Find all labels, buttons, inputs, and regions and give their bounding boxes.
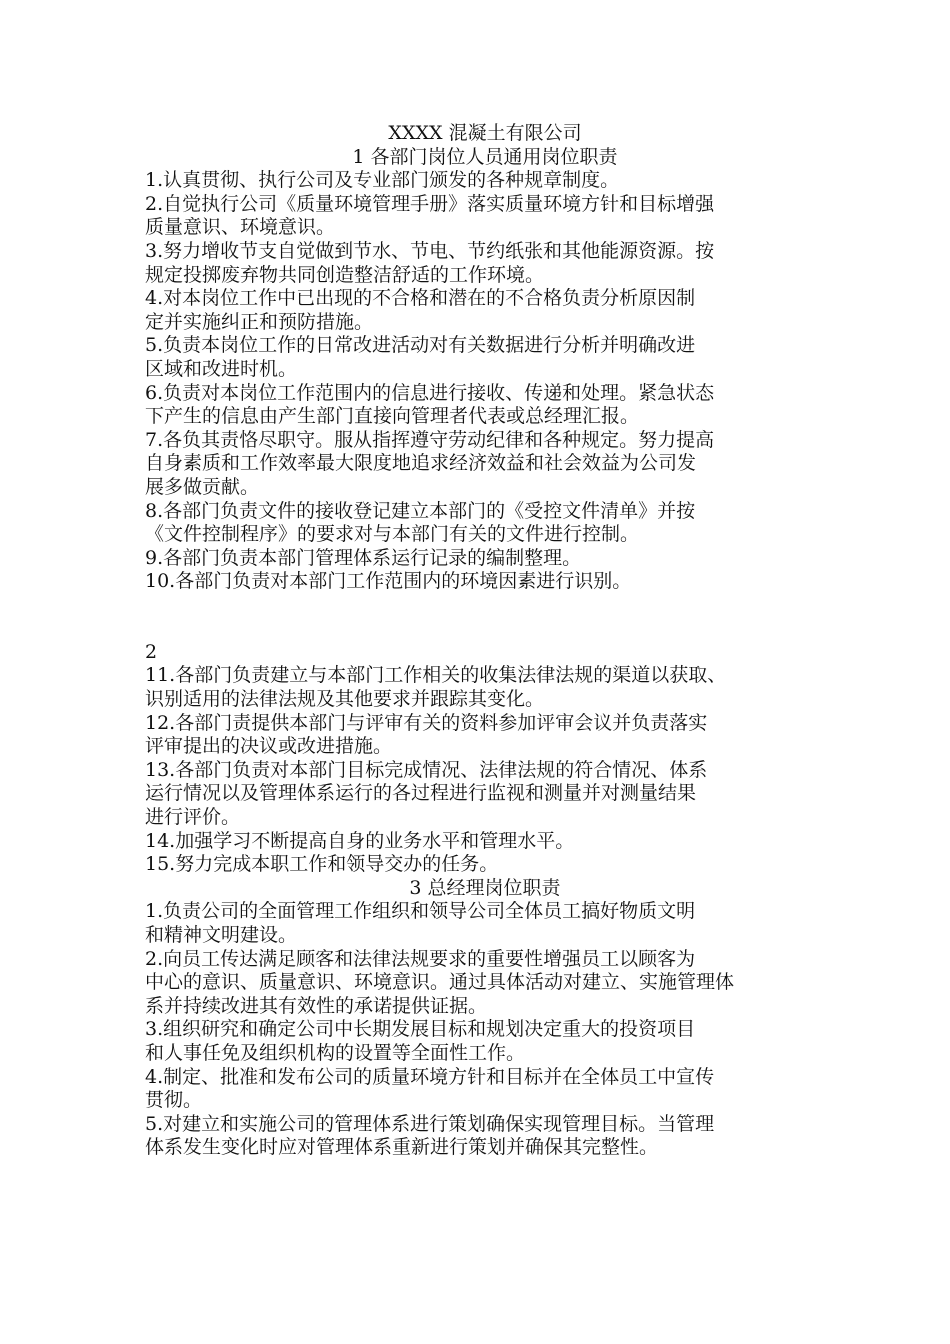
text-line: 4.对本岗位工作中已出现的不合格和潜在的不合格负责分析原因制 [145, 287, 696, 310]
text-line: 9.各部门负责本部门管理体系运行记录的编制整理。 [145, 546, 582, 569]
text-line: 系并持续改进其有效性的承诺提供证据。 [145, 994, 488, 1017]
text-line: 2.向员工传达满足顾客和法律法规要求的重要性增强员工以顾客为 [145, 947, 696, 970]
blank-space [145, 594, 825, 641]
text-line: 区域和改进时机。 [145, 357, 298, 380]
text-line: 中心的意识、质量意识、环境意识。通过具体活动对建立、实施管理体 [145, 971, 735, 994]
text-line: 进行评价。 [145, 806, 241, 829]
text-line: 4.制定、批准和发布公司的质量环境方针和目标并在全体员工中宣传 [145, 1065, 715, 1088]
text-line: 《文件控制程序》的要求对与本部门有关的文件进行控制。 [145, 523, 640, 546]
text-line: 1.负责公司的全面管理工作组织和领导公司全体员工搞好物质文明 [145, 900, 696, 923]
text-line: 质量意识、环境意识。 [145, 216, 336, 239]
section-2-body [145, 664, 825, 876]
section-3-body [145, 900, 825, 1160]
text-line: 6.负责对本岗位工作范围内的信息进行接收、传递和处理。紧急状态 [145, 381, 715, 404]
text-line: 7.各负其责恪尽职守。服从指挥遵守劳动纪律和各种规定。努力提高 [145, 428, 715, 451]
text-line: 15.努力完成本职工作和领导交办的任务。 [145, 853, 499, 876]
section-3-heading: 3 总经理岗位职责 [409, 876, 561, 899]
text-line: 1.认真贯彻、执行公司及专业部门颁发的各种规章制度。 [145, 169, 620, 192]
text-line: 13.各部门负责对本部门目标完成情况、法律法规的符合情况、体系 [145, 758, 708, 781]
section-1-body [145, 169, 825, 594]
text-line: 体系发生变化时应对管理体系重新进行策划并确保其完整性。 [145, 1136, 659, 1159]
text-line: 3.努力增收节支自觉做到节水、节电、节约纸张和其他能源资源。按 [145, 239, 715, 262]
section-1-heading: 1 各部门岗位人员通用岗位职责 [352, 145, 618, 168]
text-line: 11.各部门负责建立与本部门工作相关的收集法律法规的渠道以获取、 [145, 664, 727, 687]
text-line: 识别适用的法律法规及其他要求并跟踪其变化。 [145, 688, 545, 711]
text-line: 运行情况以及管理体系运行的各过程进行监视和测量并对测量结果 [145, 782, 697, 805]
text-line: 2.自觉执行公司《质量环境管理手册》落实质量环境方针和目标增强 [145, 192, 715, 215]
company-title: XXXX 混凝土有限公司 [388, 122, 582, 144]
text-line: 3.组织研究和确定公司中长期发展目标和规划决定重大的投资项目 [145, 1018, 696, 1041]
text-line: 贯彻。 [145, 1089, 203, 1112]
text-line: 8.各部门负责文件的接收登记建立本部门的《受控文件清单》并按 [145, 499, 696, 522]
text-line: 12.各部门责提供本部门与评审有关的资料参加评审会议并负责落实 [145, 711, 708, 734]
text-line: 和人事任免及组织机构的设置等全面性工作。 [145, 1041, 526, 1064]
text-line: 下产生的信息由产生部门直接向管理者代表或总经理汇报。 [145, 405, 640, 428]
page-marker: 2 [145, 640, 158, 663]
document-page [145, 122, 825, 1160]
text-line: 评审提出的决议或改进措施。 [145, 735, 393, 758]
text-line: 定并实施纠正和预防措施。 [145, 310, 374, 333]
text-line: 5.负责本岗位工作的日常改进活动对有关数据进行分析并明确改进 [145, 334, 696, 357]
text-line: 规定投掷废弃物共同创造整洁舒适的工作环境。 [145, 263, 545, 286]
text-line: 自身素质和工作效率最大限度地追求经济效益和社会效益为公司发 [145, 452, 697, 475]
text-line: 5.对建立和实施公司的管理体系进行策划确保实现管理目标。当管理 [145, 1112, 715, 1135]
text-line: 14.加强学习不断提高自身的业务水平和管理水平。 [145, 829, 575, 852]
text-line: 10.各部门负责对本部门工作范围内的环境因素进行识别。 [145, 570, 632, 593]
text-line: 展多做贡献。 [145, 475, 260, 498]
text-line: 和精神文明建设。 [145, 924, 298, 946]
